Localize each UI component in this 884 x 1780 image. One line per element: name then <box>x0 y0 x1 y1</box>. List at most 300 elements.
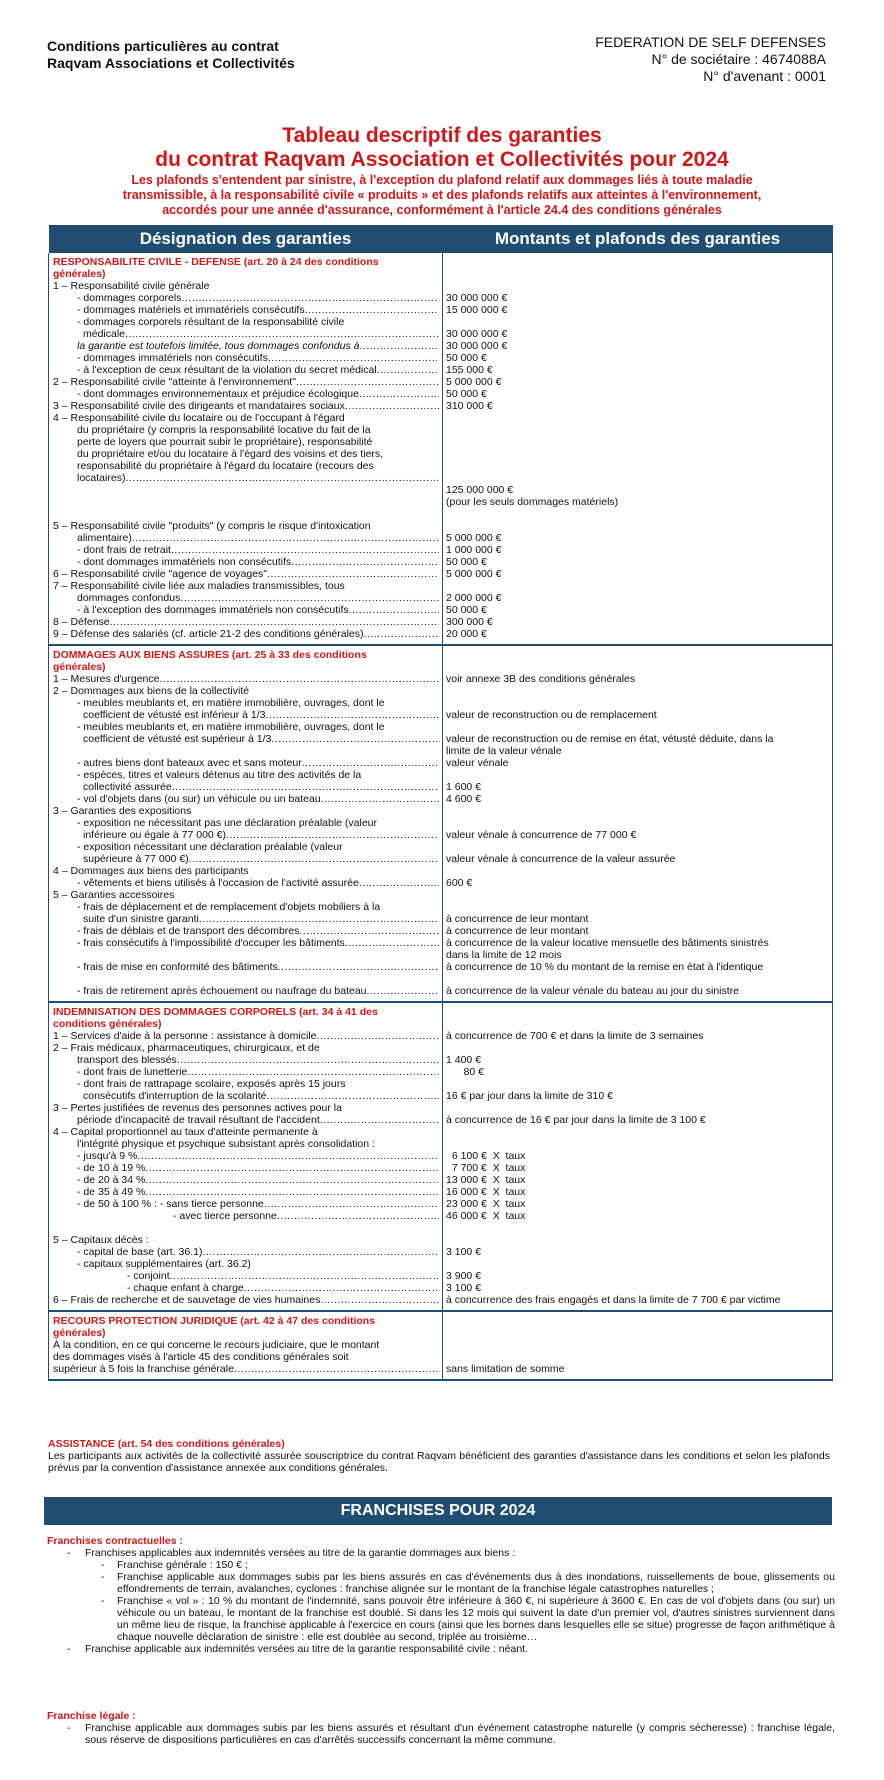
guarantee-amount: valeur vénale à concurrence de 77 000 € <box>446 829 637 841</box>
guarantee-amount <box>446 1222 829 1234</box>
guarantee-label: la garantie est toutefois limitée, tous dommages confondus à <box>77 340 360 352</box>
guarantee-line <box>53 424 439 436</box>
guarantee-line <box>53 877 439 889</box>
guarantee-line <box>53 292 439 304</box>
guarantee-line <box>53 1162 439 1174</box>
guarantee-amount <box>446 460 829 472</box>
leader-dots <box>277 1210 439 1222</box>
guarantee-amount <box>446 805 829 817</box>
guarantee-amount: à concurrence de la valeur vénale du bateau au jour du sinistre <box>446 985 740 997</box>
leader-dots <box>125 328 439 340</box>
guarantee-line <box>53 412 439 424</box>
spacer <box>446 1006 829 1018</box>
amendment-number: N° d'avenant : 0001 <box>703 68 826 84</box>
guarantee-label: - meubles meublants et, en matière immobilière, ouvrages, dont le <box>77 697 385 709</box>
guarantee-label: du propriétaire et/ou du locataire à l'égard des voisins et des tiers, <box>77 448 384 460</box>
guarantee-line <box>53 1030 439 1042</box>
column-header-amounts: Montants et plafonds des garanties <box>443 225 833 253</box>
member-number: N° de sociétaire : 4674088A <box>651 51 826 67</box>
guarantee-line <box>53 961 439 973</box>
guarantee-line <box>53 745 439 757</box>
guarantee-amount <box>446 1102 829 1114</box>
list-item: - Franchise applicable aux dommages subis par les biens assurés et résultant d'un événement catastrophe naturelle (y compris sécheresse) : franchise légale, sous réserve de dispositions particulières en cas d'arrêtés successifs concernant la même commune. <box>47 1722 835 1746</box>
leader-dots <box>187 1066 439 1078</box>
guarantee-amount: valeur de reconstruction ou de remplacement <box>446 709 657 721</box>
leader-dots <box>291 556 439 568</box>
guarantee-label: l'intégrité physique et psychique subsistant après consolidation : <box>77 1138 375 1150</box>
guarantee-label: 6 – Frais de recherche et de sauvetage de vies humaines <box>53 1294 321 1306</box>
guarantee-label: - meubles meublants et, en matière immobilière, ouvrages, dont le <box>77 721 385 733</box>
guarantee-amount <box>446 865 829 877</box>
guarantee-label: 6 – Responsabilité civile "agence de voyages" <box>53 568 268 580</box>
guarantee-line <box>53 1210 439 1222</box>
guarantee-line <box>53 580 439 592</box>
title-sub3: accordés pour une année d'assurance, conformément à l'article 24.4 des conditions générales <box>162 203 722 217</box>
guarantee-label: - à l'exception de ceux résultant de la violation du secret médical <box>77 364 377 376</box>
title-sub1: Les plafonds s'entendent par sinistre, à l'exception du plafond relatif aux dommages liés à toute maladie <box>131 173 753 187</box>
title-sub2: transmissible, à la responsabilité civile « produits » et des plafonds relatifs aux atteintes à l'environnement, <box>122 188 762 202</box>
contract-header <box>47 38 295 72</box>
guarantee-amount: 20 000 € <box>446 628 487 640</box>
guarantee-label: - dommages immatériels non consécutifs <box>77 352 268 364</box>
guarantee-amount <box>446 697 829 709</box>
guarantee-line <box>53 1126 439 1138</box>
leader-dots <box>171 544 439 556</box>
leader-dots <box>226 829 439 841</box>
guarantee-amount <box>446 448 829 460</box>
guarantee-line <box>53 448 439 460</box>
leader-dots <box>302 757 439 769</box>
guarantee-amount: 600 € <box>446 877 473 889</box>
guarantee-label: collectivité assurée <box>83 781 172 793</box>
guarantee-line <box>53 757 439 769</box>
guarantee-label: - dont frais de rattrapage scolaire, exposés après 15 jours <box>77 1078 346 1090</box>
leader-dots <box>320 1294 439 1306</box>
guarantee-line <box>53 1174 439 1186</box>
guarantee-amount: (pour les seuls dommages matériels) <box>446 496 619 508</box>
guarantee-line <box>53 925 439 937</box>
leader-dots <box>316 1030 439 1042</box>
guarantee-amount <box>446 889 829 901</box>
guarantee-label: - jusqu'à 9 % <box>77 1150 138 1162</box>
guarantee-line <box>53 1234 439 1246</box>
guarantee-amount: 50 000 € <box>446 388 487 400</box>
contract-franchises-title: Franchises contractuelles : <box>47 1535 183 1547</box>
leader-dots <box>299 925 439 937</box>
guarantee-label: des dommages visés à l'article 45 des conditions générales soit <box>53 1351 349 1363</box>
guarantee-label: - frais consécutifs à l'impossibilité d'occuper les bâtiments <box>77 937 345 949</box>
guarantee-line <box>53 793 439 805</box>
guarantee-label: 5 – Capitaux décès : <box>53 1234 149 1246</box>
guarantee-label: coefficient de vétusté est inférieur à 1/3 <box>83 709 266 721</box>
spacer <box>446 649 829 661</box>
guarantee-line <box>53 829 439 841</box>
guarantee-line <box>53 841 439 853</box>
guarantee-amount: 30 000 000 € <box>446 340 508 352</box>
guarantee-line <box>53 949 439 961</box>
designation-cell <box>49 253 443 645</box>
list-item: - Franchise générale : 150 € ; <box>47 1559 835 1571</box>
guarantee-line <box>53 1294 439 1306</box>
guarantee-line <box>53 817 439 829</box>
guarantee-label: - dont frais de lunetterie <box>77 1066 188 1078</box>
leader-dots <box>345 937 439 949</box>
leader-dots <box>199 913 439 925</box>
assistance-text: Les participants aux activités de la collectivité assurée souscriptrice du contrat Raqvam bénéficient des garanties d'assistance dans les conditions et selon les plafonds prévus par la convention d'assistance annexée aux conditions générales. <box>48 1450 830 1474</box>
guarantee-line <box>53 1138 439 1150</box>
list-item: - Franchise applicable aux indemnités versées au titre de la garantie responsabilité civile : néant. <box>47 1643 835 1655</box>
leader-dots <box>266 709 440 721</box>
guarantee-amount <box>446 841 829 853</box>
guarantee-line <box>53 1339 439 1351</box>
leader-dots <box>189 853 439 865</box>
guarantee-amount: 50 000 € <box>446 352 487 364</box>
leader-dots <box>110 616 439 628</box>
guarantee-label: À la condition, en ce qui concerne le recours judiciaire, que le montant <box>53 1339 380 1351</box>
guarantee-line <box>53 1150 439 1162</box>
guarantee-amount: 5 000 000 € <box>446 568 502 580</box>
guarantee-line <box>53 1102 439 1114</box>
assistance-section <box>48 1438 830 1474</box>
leader-dots <box>360 340 440 352</box>
leader-dots <box>305 304 439 316</box>
section-title: conditions générales) <box>53 1018 162 1030</box>
section-title: RECOURS PROTECTION JURIDIQUE (art. 42 à 47 des conditions <box>53 1315 376 1327</box>
guarantee-amount: 4 600 € <box>446 793 482 805</box>
legal-franchise <box>47 1710 835 1746</box>
guarantee-amount <box>446 973 829 985</box>
guarantee-label: suite d'un sinistre garanti <box>83 913 199 925</box>
guarantee-label: - de 20 à 34 % <box>77 1174 146 1186</box>
guarantee-amount: 310 000 € <box>446 400 493 412</box>
guarantee-line <box>53 673 439 685</box>
guarantee-line <box>53 1198 439 1210</box>
guarantee-amount: 1 400 € <box>446 1054 482 1066</box>
designation-cell <box>49 1002 443 1311</box>
guarantee-label: - dommages matériels et immatériels consécutifs <box>77 304 305 316</box>
guarantee-amount <box>446 280 829 292</box>
guarantee-line <box>53 913 439 925</box>
guarantee-label: médicale <box>83 328 126 340</box>
section-title: INDEMNISATION DES DOMMAGES CORPORELS (art. 34 à 41 des <box>53 1006 378 1018</box>
guarantee-amount: valeur vénale à concurrence de la valeur assurée <box>446 853 676 865</box>
guarantee-amount: 3 900 € <box>446 1270 482 1282</box>
guarantee-amount <box>446 472 829 484</box>
guarantee-label: - de 35 à 49 % <box>77 1186 146 1198</box>
guarantee-label: 3 – Pertes justifiées de revenus des personnes actives pour la <box>53 1102 342 1114</box>
guarantee-amount: 2 000 000 € <box>446 592 502 604</box>
leader-dots <box>202 1246 439 1258</box>
leader-dots <box>349 604 439 616</box>
guarantee-line <box>53 304 439 316</box>
spacer <box>446 1315 829 1327</box>
guarantee-line <box>53 709 439 721</box>
list-item: - Franchise applicable aux dommages subis par les biens assurés en cas d'événements dus à des inondations, ruissellements de boue, glissements ou effondrements de terrain, avalanches, cyclones : franchise alignée sur le montant de la franchise légale catastrophes naturelles ; <box>47 1571 835 1595</box>
section-row <box>49 253 833 645</box>
guarantee-label: 3 – Garanties des expositions <box>53 805 192 817</box>
guarantee-amount: sans limitation de somme <box>446 1363 565 1375</box>
guarantee-label: supérieure à 77 000 €) <box>83 853 189 865</box>
guarantee-amount: à concurrence de 700 € et dans la limite de 3 semaines <box>446 1030 704 1042</box>
guarantee-label: - dommages corporels <box>77 292 182 304</box>
guarantee-line <box>53 973 439 985</box>
amount-cell <box>443 645 833 1002</box>
guarantee-amount <box>446 1138 829 1150</box>
document-title <box>0 124 884 218</box>
leader-dots <box>321 793 439 805</box>
guarantee-line <box>53 1282 439 1294</box>
guarantee-amount <box>446 1339 829 1351</box>
guarantee-label: alimentaire) <box>77 532 132 544</box>
guarantee-label: du propriétaire (y compris la responsabilité locative du fait de la <box>77 424 371 436</box>
guarantee-line <box>53 532 439 544</box>
guarantee-amount: limite de la valeur vénale <box>446 745 562 757</box>
guarantee-line <box>53 1114 439 1126</box>
guarantee-amount: 15 000 000 € <box>446 304 508 316</box>
guarantee-amount <box>446 1234 829 1246</box>
leader-dots <box>170 1270 439 1282</box>
guarantee-line <box>53 937 439 949</box>
contract-header-line2: Raqvam Associations et Collectivités <box>47 55 295 71</box>
guarantee-line <box>53 1246 439 1258</box>
guarantee-label: coefficient de vétusté est supérieur à 1/3 <box>83 733 272 745</box>
guarantee-label: 2 – Dommages aux biens de la collectivité <box>53 685 250 697</box>
guarantee-label: 4 – Responsabilité civile du locataire ou de l'occupant à l'égard <box>53 412 345 424</box>
guarantee-label: inférieure ou égale à 77 000 €) <box>83 829 227 841</box>
guarantee-line <box>53 520 439 532</box>
amount-cell <box>443 1311 833 1380</box>
guarantee-amount: à concurrence de la valeur locative mensuelle des bâtiments sinistrés <box>446 937 769 949</box>
guarantee-amount: à concurrence de 16 € par jour dans la limite de 3 100 € <box>446 1114 706 1126</box>
guarantee-label: dommages confondus <box>77 592 181 604</box>
guarantee-line <box>53 1222 439 1234</box>
guarantee-amount: 7 700 € X taux <box>446 1162 526 1174</box>
guarantee-line <box>53 628 439 640</box>
guarantee-amount: 13 000 € X taux <box>446 1174 526 1186</box>
designation-cell <box>49 645 443 1002</box>
spacer <box>446 1018 829 1030</box>
amount-cell <box>443 1002 833 1311</box>
title-line1: Tableau descriptif des garanties <box>282 124 602 147</box>
guarantee-amount: 1 600 € <box>446 781 482 793</box>
guarantee-label: - frais de mise en conformité des bâtiments <box>77 961 278 973</box>
guarantee-label: - frais de déblais et de transport des décombres <box>77 925 300 937</box>
guarantee-line <box>53 436 439 448</box>
guarantee-label: 1 – Responsabilité civile générale <box>53 280 210 292</box>
guarantee-line <box>53 484 439 496</box>
guarantee-amount <box>446 1351 829 1363</box>
guarantee-label: - espèces, titres et valeurs détenus au titre des activités de la <box>77 769 362 781</box>
guarantee-amount <box>446 1258 829 1270</box>
guarantee-amount <box>446 436 829 448</box>
leader-dots <box>125 472 439 484</box>
guarantee-line <box>53 592 439 604</box>
guarantee-label: - dont frais de retrait <box>77 544 171 556</box>
member-header <box>595 34 826 85</box>
guarantee-amount <box>446 316 829 328</box>
leader-dots <box>367 985 439 997</box>
guarantee-line <box>53 364 439 376</box>
guarantee-line <box>53 901 439 913</box>
guarantee-label: - frais de déplacement et de remplacement d'objets mobiliers à la <box>77 901 381 913</box>
leader-dots <box>267 1090 439 1102</box>
leader-dots <box>377 364 439 376</box>
guarantee-label: 4 – Dommages aux biens des participants <box>53 865 249 877</box>
guarantee-line <box>53 472 439 484</box>
guarantee-label: - conjoint <box>127 1270 170 1282</box>
guarantee-amount: valeur vénale <box>446 757 509 769</box>
guarantee-label: - dommages corporels résultant de la responsabilité civile <box>77 316 345 328</box>
guarantee-line <box>53 1054 439 1066</box>
guarantee-label: - capital de base (art. 36.1) <box>77 1246 203 1258</box>
guarantee-line <box>53 400 439 412</box>
column-header-designation: Désignation des garanties <box>49 225 443 253</box>
section-title: générales) <box>53 661 106 673</box>
guarantee-line <box>53 769 439 781</box>
guarantee-line <box>53 1066 439 1078</box>
guarantee-label: - de 10 à 19 % <box>77 1162 146 1174</box>
guarantee-label: 9 – Défense des salariés (cf. article 21-2 des conditions générales) <box>53 628 364 640</box>
leader-dots <box>359 388 439 400</box>
leader-dots <box>145 1186 439 1198</box>
section-title: DOMMAGES AUX BIENS ASSURES (art. 25 à 33 des conditions <box>53 649 367 661</box>
contract-franchises <box>47 1535 835 1655</box>
guarantee-label: - avec tierce personne <box>173 1210 277 1222</box>
guarantee-amount: 30 000 000 € <box>446 328 508 340</box>
guarantee-line <box>53 616 439 628</box>
designation-cell <box>49 1311 443 1380</box>
guarantee-amount: 50 000 € <box>446 604 487 616</box>
leader-dots <box>271 733 439 745</box>
guarantee-amount <box>446 424 829 436</box>
guarantee-amount: 3 100 € <box>446 1246 482 1258</box>
guarantee-line <box>53 685 439 697</box>
spacer <box>446 1327 829 1339</box>
guarantee-line <box>53 697 439 709</box>
guarantee-label: - chaque enfant à charge <box>127 1282 244 1294</box>
guarantee-amount: à concurrence de leur montant <box>446 913 589 925</box>
guarantee-amount: 5 000 000 € <box>446 532 502 544</box>
guarantee-amount <box>446 412 829 424</box>
spacer <box>446 256 829 268</box>
section-row <box>49 645 833 1002</box>
guarantee-line <box>53 889 439 901</box>
amount-cell <box>443 253 833 645</box>
spacer <box>446 268 829 280</box>
guarantee-line <box>53 1270 439 1282</box>
guarantee-label: - à l'exception des dommages immatériels non consécutifs <box>77 604 349 616</box>
leader-dots <box>278 961 439 973</box>
leader-dots <box>268 352 439 364</box>
leader-dots <box>177 1054 439 1066</box>
guarantee-amount: 16 € par jour dans la limite de 310 € <box>446 1090 613 1102</box>
leader-dots <box>364 628 440 640</box>
guarantee-amount: 3 100 € <box>446 1282 482 1294</box>
guarantee-amount: à concurrence des frais engagés et dans la limite de 7 700 € par victime <box>446 1294 781 1306</box>
guarantee-line <box>53 805 439 817</box>
guarantee-amount: 6 100 € X taux <box>446 1150 526 1162</box>
guarantee-amount: 23 000 € X taux <box>446 1198 526 1210</box>
guarantee-label: supérieur à 5 fois la franchise générale <box>53 1363 234 1375</box>
guarantee-line <box>53 1078 439 1090</box>
leader-dots <box>145 1162 439 1174</box>
guarantee-label: 7 – Responsabilité civile liée aux maladies transmissibles, tous <box>53 580 345 592</box>
guarantee-line <box>53 496 439 508</box>
guarantee-amount <box>446 580 829 592</box>
guarantee-amount <box>446 520 829 532</box>
leader-dots <box>267 568 439 580</box>
guarantee-label: - frais de retirement après échouement ou naufrage du bateau <box>77 985 367 997</box>
contract-header-line1: Conditions particulières au contrat <box>47 38 279 54</box>
guarantee-line <box>53 853 439 865</box>
guarantee-line <box>53 781 439 793</box>
guarantee-label: - capitaux supplémentaires (art. 36.2) <box>77 1258 251 1270</box>
spacer <box>446 661 829 673</box>
guarantee-label: 1 – Services d'aide à la personne : assistance à domicile <box>53 1030 317 1042</box>
guarantee-amount: 16 000 € X taux <box>446 1186 526 1198</box>
guarantees-table <box>48 225 833 1381</box>
leader-dots <box>180 592 439 604</box>
leader-dots <box>264 1198 439 1210</box>
guarantee-amount <box>446 817 829 829</box>
guarantee-amount: 80 € <box>446 1066 484 1078</box>
guarantee-line <box>53 1363 439 1375</box>
list-item: - Franchises applicables aux indemnités versées au titre de la garantie dommages aux biens : <box>47 1547 835 1559</box>
guarantee-amount <box>446 685 829 697</box>
guarantee-amount <box>446 901 829 913</box>
guarantee-line <box>53 865 439 877</box>
guarantee-line <box>53 280 439 292</box>
guarantee-line <box>53 1186 439 1198</box>
guarantee-line <box>53 328 439 340</box>
guarantee-amount: à concurrence de leur montant <box>446 925 589 937</box>
guarantee-line <box>53 508 439 520</box>
guarantee-line <box>53 604 439 616</box>
guarantee-line <box>53 388 439 400</box>
guarantee-label: 5 – Responsabilité civile "produits" (y compris le risque d'intoxication <box>53 520 371 532</box>
leader-dots <box>137 1150 439 1162</box>
section-title: générales) <box>53 268 106 280</box>
guarantee-amount: dans la limite de 12 mois <box>446 949 562 961</box>
guarantee-amount <box>446 1126 829 1138</box>
guarantee-label: 5 – Garanties accessoires <box>53 889 175 901</box>
section-title: générales) <box>53 1327 106 1339</box>
title-line2: du contrat Raqvam Association et Collectivités pour 2024 <box>155 148 729 171</box>
guarantee-line <box>53 1351 439 1363</box>
guarantee-amount: 300 000 € <box>446 616 493 628</box>
guarantee-line <box>53 1090 439 1102</box>
guarantee-label: 3 – Responsabilité civile des dirigeants et mandataires sociaux <box>53 400 345 412</box>
leader-dots <box>172 781 439 793</box>
guarantee-label: 4 – Capital proportionnel au taux d'atteinte permanente à <box>53 1126 318 1138</box>
section-row <box>49 1002 833 1311</box>
guarantee-amount: 30 000 000 € <box>446 292 508 304</box>
guarantee-amount: 50 000 € <box>446 556 487 568</box>
guarantee-line <box>53 316 439 328</box>
legal-franchise-title: Franchise légale : <box>47 1710 136 1722</box>
guarantee-label: 2 – Frais médicaux, pharmaceutiques, chirurgicaux, et de <box>53 1042 320 1054</box>
guarantee-amount: voir annexe 3B des conditions générales <box>446 673 636 685</box>
guarantee-amount <box>446 721 829 733</box>
guarantee-line <box>53 568 439 580</box>
guarantee-line <box>53 376 439 388</box>
section-title: RESPONSABILITE CIVILE - DEFENSE (art. 20 à 24 des conditions <box>53 256 379 268</box>
leader-dots <box>234 1363 439 1375</box>
member-name: FEDERATION DE SELF DEFENSES <box>595 34 826 50</box>
guarantee-line <box>53 1258 439 1270</box>
guarantee-label: - autres biens dont bateaux avec et sans moteur <box>77 757 302 769</box>
leader-dots <box>359 877 439 889</box>
